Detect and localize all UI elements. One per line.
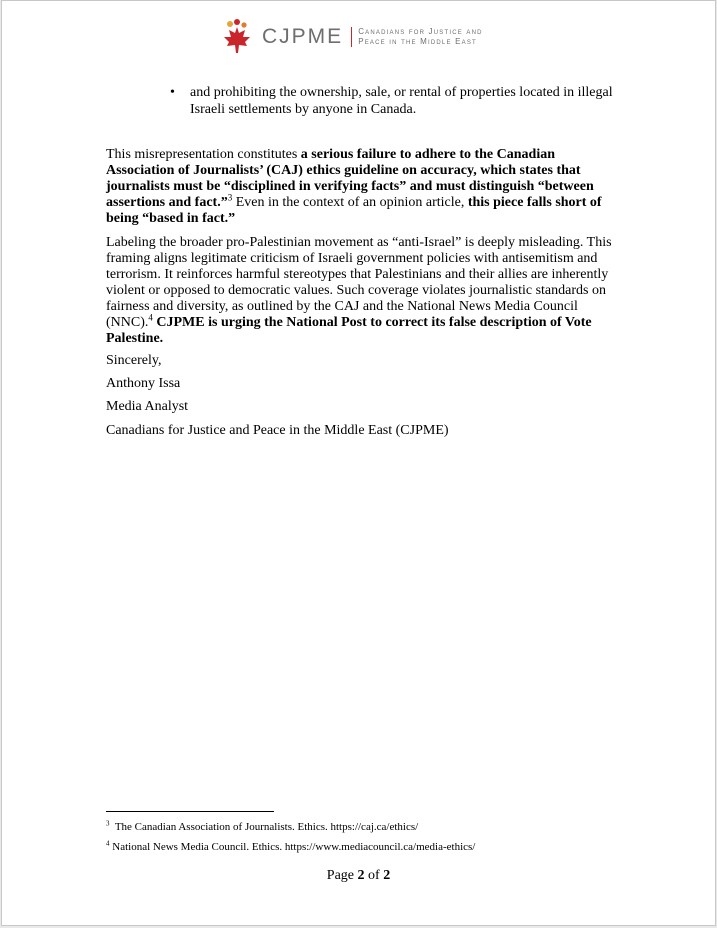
footnote-3-number: 3	[106, 819, 110, 828]
page-number-prefix: Page	[326, 868, 358, 883]
document-page	[1, 0, 716, 926]
paragraph-labeling	[106, 235, 616, 347]
page-number-current: 2	[357, 868, 365, 883]
footnote-4	[106, 841, 475, 854]
logo-tagline	[358, 27, 482, 47]
footnote-separator	[106, 811, 274, 812]
signer-title: Media Analyst	[106, 399, 189, 414]
p2-bold-urging: CJPME is urging the National Post to correct its false description of Vote Palestine.	[106, 315, 592, 346]
page-number-total: 2	[383, 868, 391, 883]
footnote-ref-4: 4	[148, 312, 153, 323]
closing-salutation: Sincerely,	[106, 353, 162, 368]
bullet-list-item	[170, 84, 620, 118]
logo-tagline-line2: Peace in the Middle East	[358, 37, 477, 46]
p2-text: Labeling the broader pro-Palestinian movement as “anti-Israel” is deeply misleading. This framing aligns legitimate criticism of Israeli government policies with antisemitism and terrorism. It reinforces harmful stereotypes that Palestinians and their allies are inherently violent or opposed to democratic values. Such coverage violates journalistic standards on fairness and diversity, as outlined by the CAJ and the National News Media Council (NNC).	[106, 235, 612, 330]
logo-divider	[351, 27, 352, 47]
p1-bold-conclusion: this piece falls short of being “based in fact.”	[106, 195, 602, 226]
page-number	[2, 868, 715, 884]
signer-organization: Canadians for Justice and Peace in the Middle East (CJPME)	[106, 423, 449, 438]
footnote-ref-3: 3	[227, 192, 233, 203]
page-number-middle: of	[364, 868, 384, 883]
paragraph-misrepresentation	[106, 147, 616, 227]
logo-wordmark: CJPME	[262, 25, 344, 48]
signer-name: Anthony Issa	[106, 376, 181, 391]
bullet-text: and prohibiting the ownership, sale, or rental of properties located in illegal Israeli settlements by anyone in Canada.	[190, 85, 613, 117]
letterhead	[220, 17, 483, 57]
footnote-4-text: National News Media Council. Ethics. https://www.mediacouncil.ca/media-ethics/	[112, 841, 476, 853]
p1-intro: This misrepresentation constitutes	[106, 147, 301, 162]
logo-tagline-line1: Canadians for Justice and	[358, 27, 483, 36]
cjpme-logo-icon	[220, 19, 254, 55]
footnote-3	[106, 821, 418, 834]
p1-middle: Even in the context of an opinion article,	[232, 195, 468, 210]
footnote-4-number: 4	[106, 839, 110, 848]
footnote-3-text: The Canadian Association of Journalists. Ethics. https://caj.ca/ethics/	[114, 821, 419, 833]
p1-bold-guideline: a serious failure to adhere to the Canadian Association of Journalists’ (CAJ) ethics guideline on accuracy, which states that journalists must be “disciplined in verifying facts” and must distinguish “between assertions and fact.”	[106, 147, 594, 210]
bullet-icon: •	[170, 85, 175, 100]
